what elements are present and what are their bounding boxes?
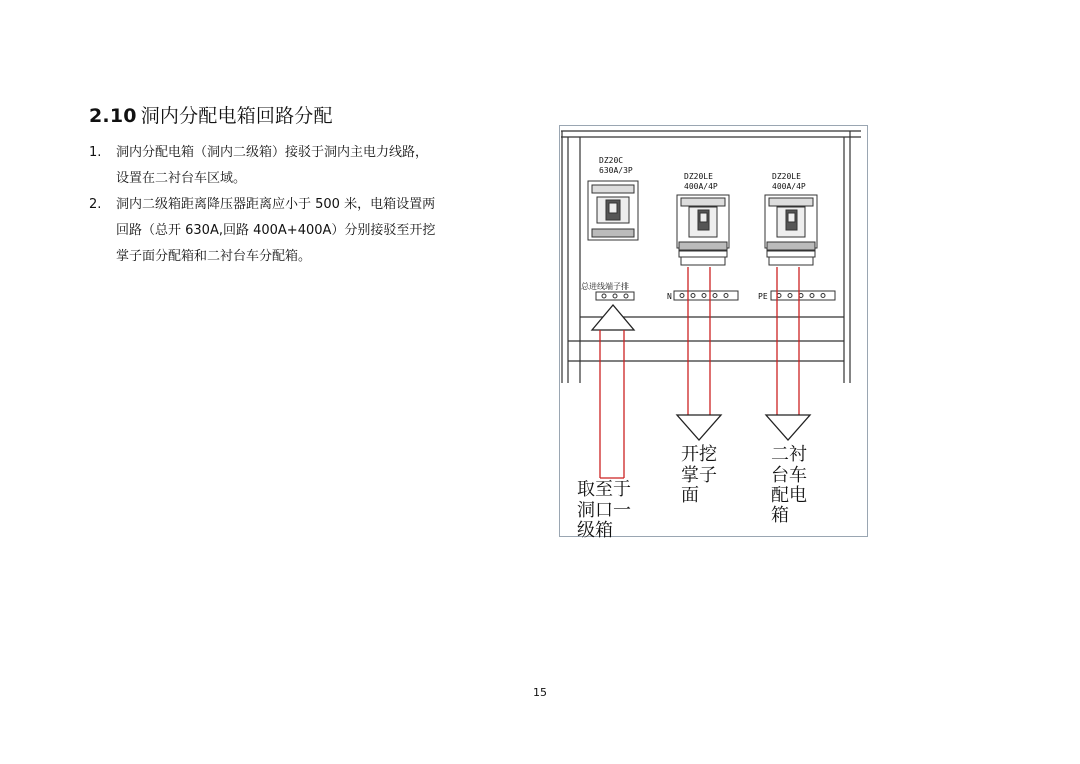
terminal-pe — [771, 291, 835, 300]
list-marker: 1. — [89, 145, 102, 160]
caption-face-line-1: 开挖 — [681, 444, 717, 465]
terminal-n-label: N — [667, 292, 672, 301]
terminal-pe-label: PE — [758, 292, 768, 301]
caption-lining-line-4: 箱 — [771, 505, 789, 526]
section-title: 洞内分配电箱回路分配 — [140, 105, 333, 127]
numbered-list — [89, 140, 459, 270]
list-text-line: 掌子面分配箱和二衬台车分配箱。 — [116, 249, 312, 264]
caption-lining-line-1: 二衬 — [771, 444, 807, 465]
breaker-1-rating: 630A/3P — [599, 166, 633, 175]
caption-incoming-line-3: 级箱 — [577, 520, 613, 538]
section-number: 2.10 — [89, 105, 137, 127]
terminal-n — [674, 291, 738, 300]
breaker-3-model: DZ20LE — [772, 172, 801, 181]
breaker-2-rating: 400A/4P — [684, 182, 718, 191]
list-marker: 2. — [89, 197, 102, 212]
list-item — [89, 140, 459, 192]
caption-incoming-line-1: 取至于 — [577, 479, 631, 500]
list-item — [89, 192, 459, 270]
breaker-3 — [765, 195, 817, 265]
section-heading — [89, 101, 333, 128]
page-number: 15 — [533, 686, 547, 699]
caption-face-line-2: 掌子 — [681, 465, 717, 486]
list-text-line: 回路（总开 630A,回路 400A+400A）分别接驳至开挖 — [116, 223, 436, 238]
distribution-box-diagram — [559, 125, 869, 538]
caption-lining-line-2: 台车 — [771, 465, 807, 486]
caption-face-line-3: 面 — [681, 485, 699, 506]
breaker-3-rating: 400A/4P — [772, 182, 806, 191]
list-text-line: 设置在二衬台车区域。 — [116, 171, 247, 186]
caption-incoming-line-2: 洞口一 — [577, 500, 631, 521]
breaker-2-model: DZ20LE — [684, 172, 713, 181]
list-text-line: 洞内二级箱距离降压器距离应小于 500 米，电箱设置两 — [116, 197, 436, 212]
list-text-line: 洞内分配电箱（洞内二级箱）接驳于洞内主电力线路， — [116, 145, 429, 160]
breaker-1 — [588, 181, 638, 240]
terminal-main-label: 总进线端子排 — [581, 282, 629, 291]
breaker-1-model: DZ20C — [599, 156, 624, 165]
terminal-main — [596, 292, 634, 300]
breaker-2 — [677, 195, 729, 265]
caption-lining-line-3: 配电 — [771, 485, 807, 506]
